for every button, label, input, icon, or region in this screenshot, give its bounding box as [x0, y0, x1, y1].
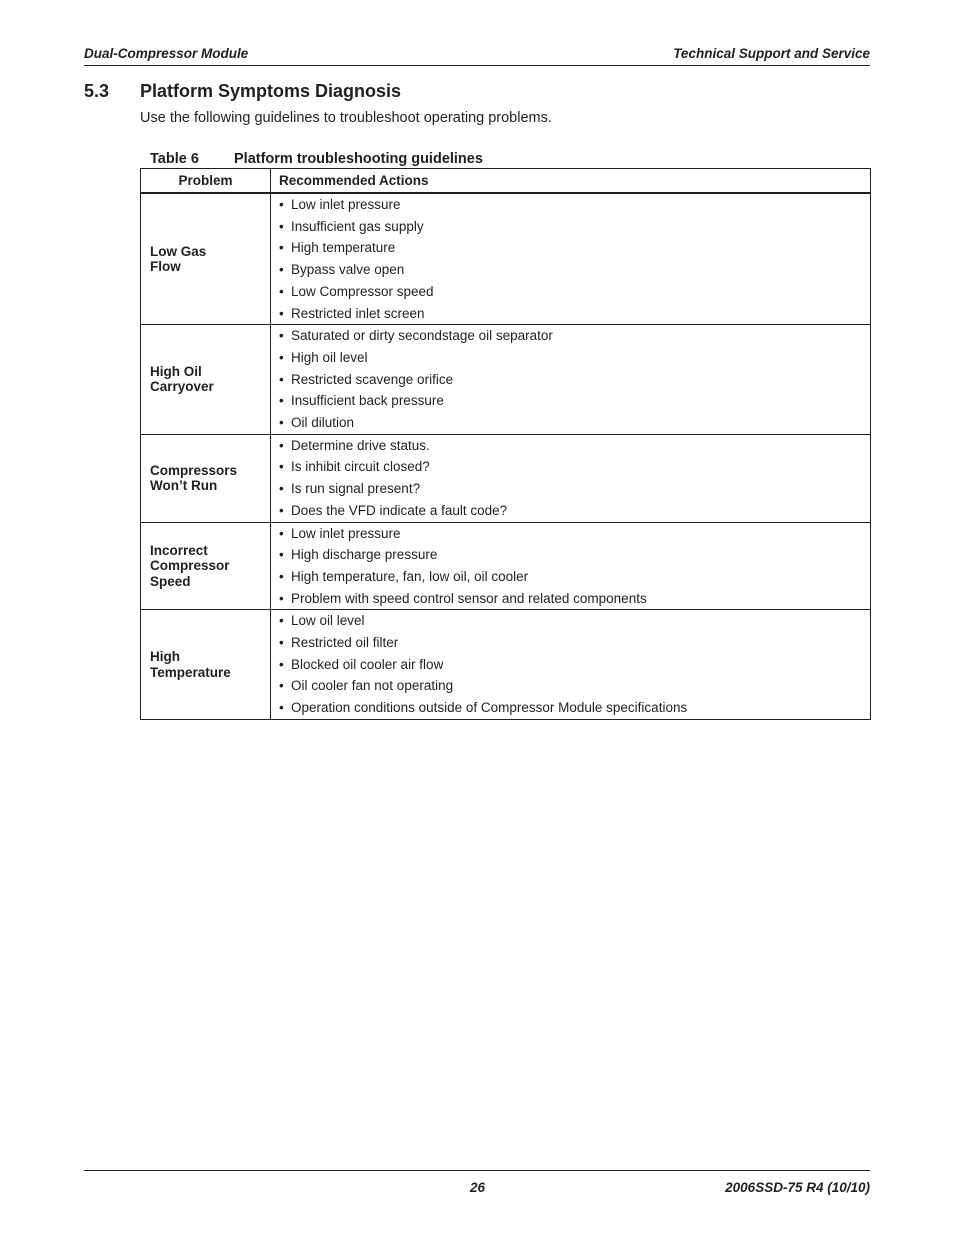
actions-list [279, 325, 862, 434]
column-header-actions: Recommended Actions [271, 169, 871, 194]
table-row [141, 193, 871, 325]
action-item: • High oil level [279, 347, 862, 369]
table-row [141, 434, 871, 522]
action-item: • Oil cooler fan not operating [279, 675, 862, 697]
section-intro: Use the following guidelines to troubleshoot operating problems. [140, 110, 552, 126]
section-title: Platform Symptoms Diagnosis [140, 81, 402, 101]
action-item: • Low oil level [279, 610, 862, 632]
page-footer [84, 1170, 870, 1195]
table-title: Platform troubleshooting guidelines [234, 151, 483, 167]
actions-cell [271, 434, 871, 522]
problem-line: Flow [150, 259, 181, 275]
problem-cell [141, 434, 271, 522]
problem-line: High [150, 649, 180, 665]
troubleshooting-table [140, 168, 871, 720]
table-row [141, 522, 871, 610]
action-item: • Low inlet pressure [279, 194, 862, 216]
table-row [141, 610, 871, 720]
actions-list [279, 523, 862, 610]
action-item: • Restricted inlet screen [279, 303, 862, 325]
problem-line: Temperature [150, 664, 231, 680]
action-item: • High temperature, fan, low oil, oil cooler [279, 566, 862, 588]
action-item: • Operation conditions outside of Compressor Module specifications [279, 697, 862, 719]
table-caption [150, 151, 483, 167]
document-id: 2006SSD-75 R4 (10/10) [725, 1180, 870, 1195]
actions-list [279, 435, 862, 522]
problem-cell [141, 325, 271, 435]
action-item: • Low Compressor speed [279, 281, 862, 303]
table-number: Table 6 [150, 151, 199, 167]
header-document-title: Dual-Compressor Module [84, 46, 249, 61]
table-row [141, 325, 871, 435]
problem-line: Carryover [150, 379, 214, 395]
action-item: • Insufficient back pressure [279, 390, 862, 412]
section-heading [84, 81, 401, 102]
action-item: • Low inlet pressure [279, 523, 862, 545]
actions-cell [271, 522, 871, 610]
action-item: • Determine drive status. [279, 435, 862, 457]
page-header [84, 44, 870, 66]
action-item: • Is run signal present? [279, 478, 862, 500]
action-item: • Oil dilution [279, 412, 862, 434]
action-item: • Insufficient gas supply [279, 216, 862, 238]
problem-line: Incorrect [150, 542, 208, 558]
action-item: • Bypass valve open [279, 259, 862, 281]
problem-cell [141, 193, 271, 325]
action-item: • Blocked oil cooler air flow [279, 654, 862, 676]
problem-line: Won’t Run [150, 478, 218, 494]
problem-line: Low Gas [150, 243, 207, 259]
actions-cell [271, 325, 871, 435]
action-item: • Does the VFD indicate a fault code? [279, 500, 862, 522]
problem-line: Compressor [150, 558, 230, 574]
header-section-title: Technical Support and Service [673, 46, 870, 61]
action-item: • Restricted scavenge orifice [279, 369, 862, 391]
action-item: • High temperature [279, 237, 862, 259]
actions-cell [271, 610, 871, 720]
action-item: • Is inhibit circuit closed? [279, 456, 862, 478]
problem-line: Compressors [150, 462, 238, 478]
problem-cell [141, 522, 271, 610]
action-item: • Problem with speed control sensor and related components [279, 588, 862, 610]
action-item: • Saturated or dirty secondstage oil separator [279, 325, 862, 347]
problem-cell [141, 610, 271, 720]
actions-cell [271, 193, 871, 325]
page-number: 26 [470, 1180, 486, 1195]
actions-list [279, 610, 862, 719]
problem-line: Speed [150, 573, 191, 589]
action-item: • Restricted oil filter [279, 632, 862, 654]
action-item: • High discharge pressure [279, 544, 862, 566]
column-header-problem: Problem [141, 169, 271, 194]
table-header-row [141, 169, 871, 194]
problem-line: High Oil [150, 363, 202, 379]
section-number: 5.3 [84, 81, 110, 101]
actions-list [279, 194, 862, 324]
